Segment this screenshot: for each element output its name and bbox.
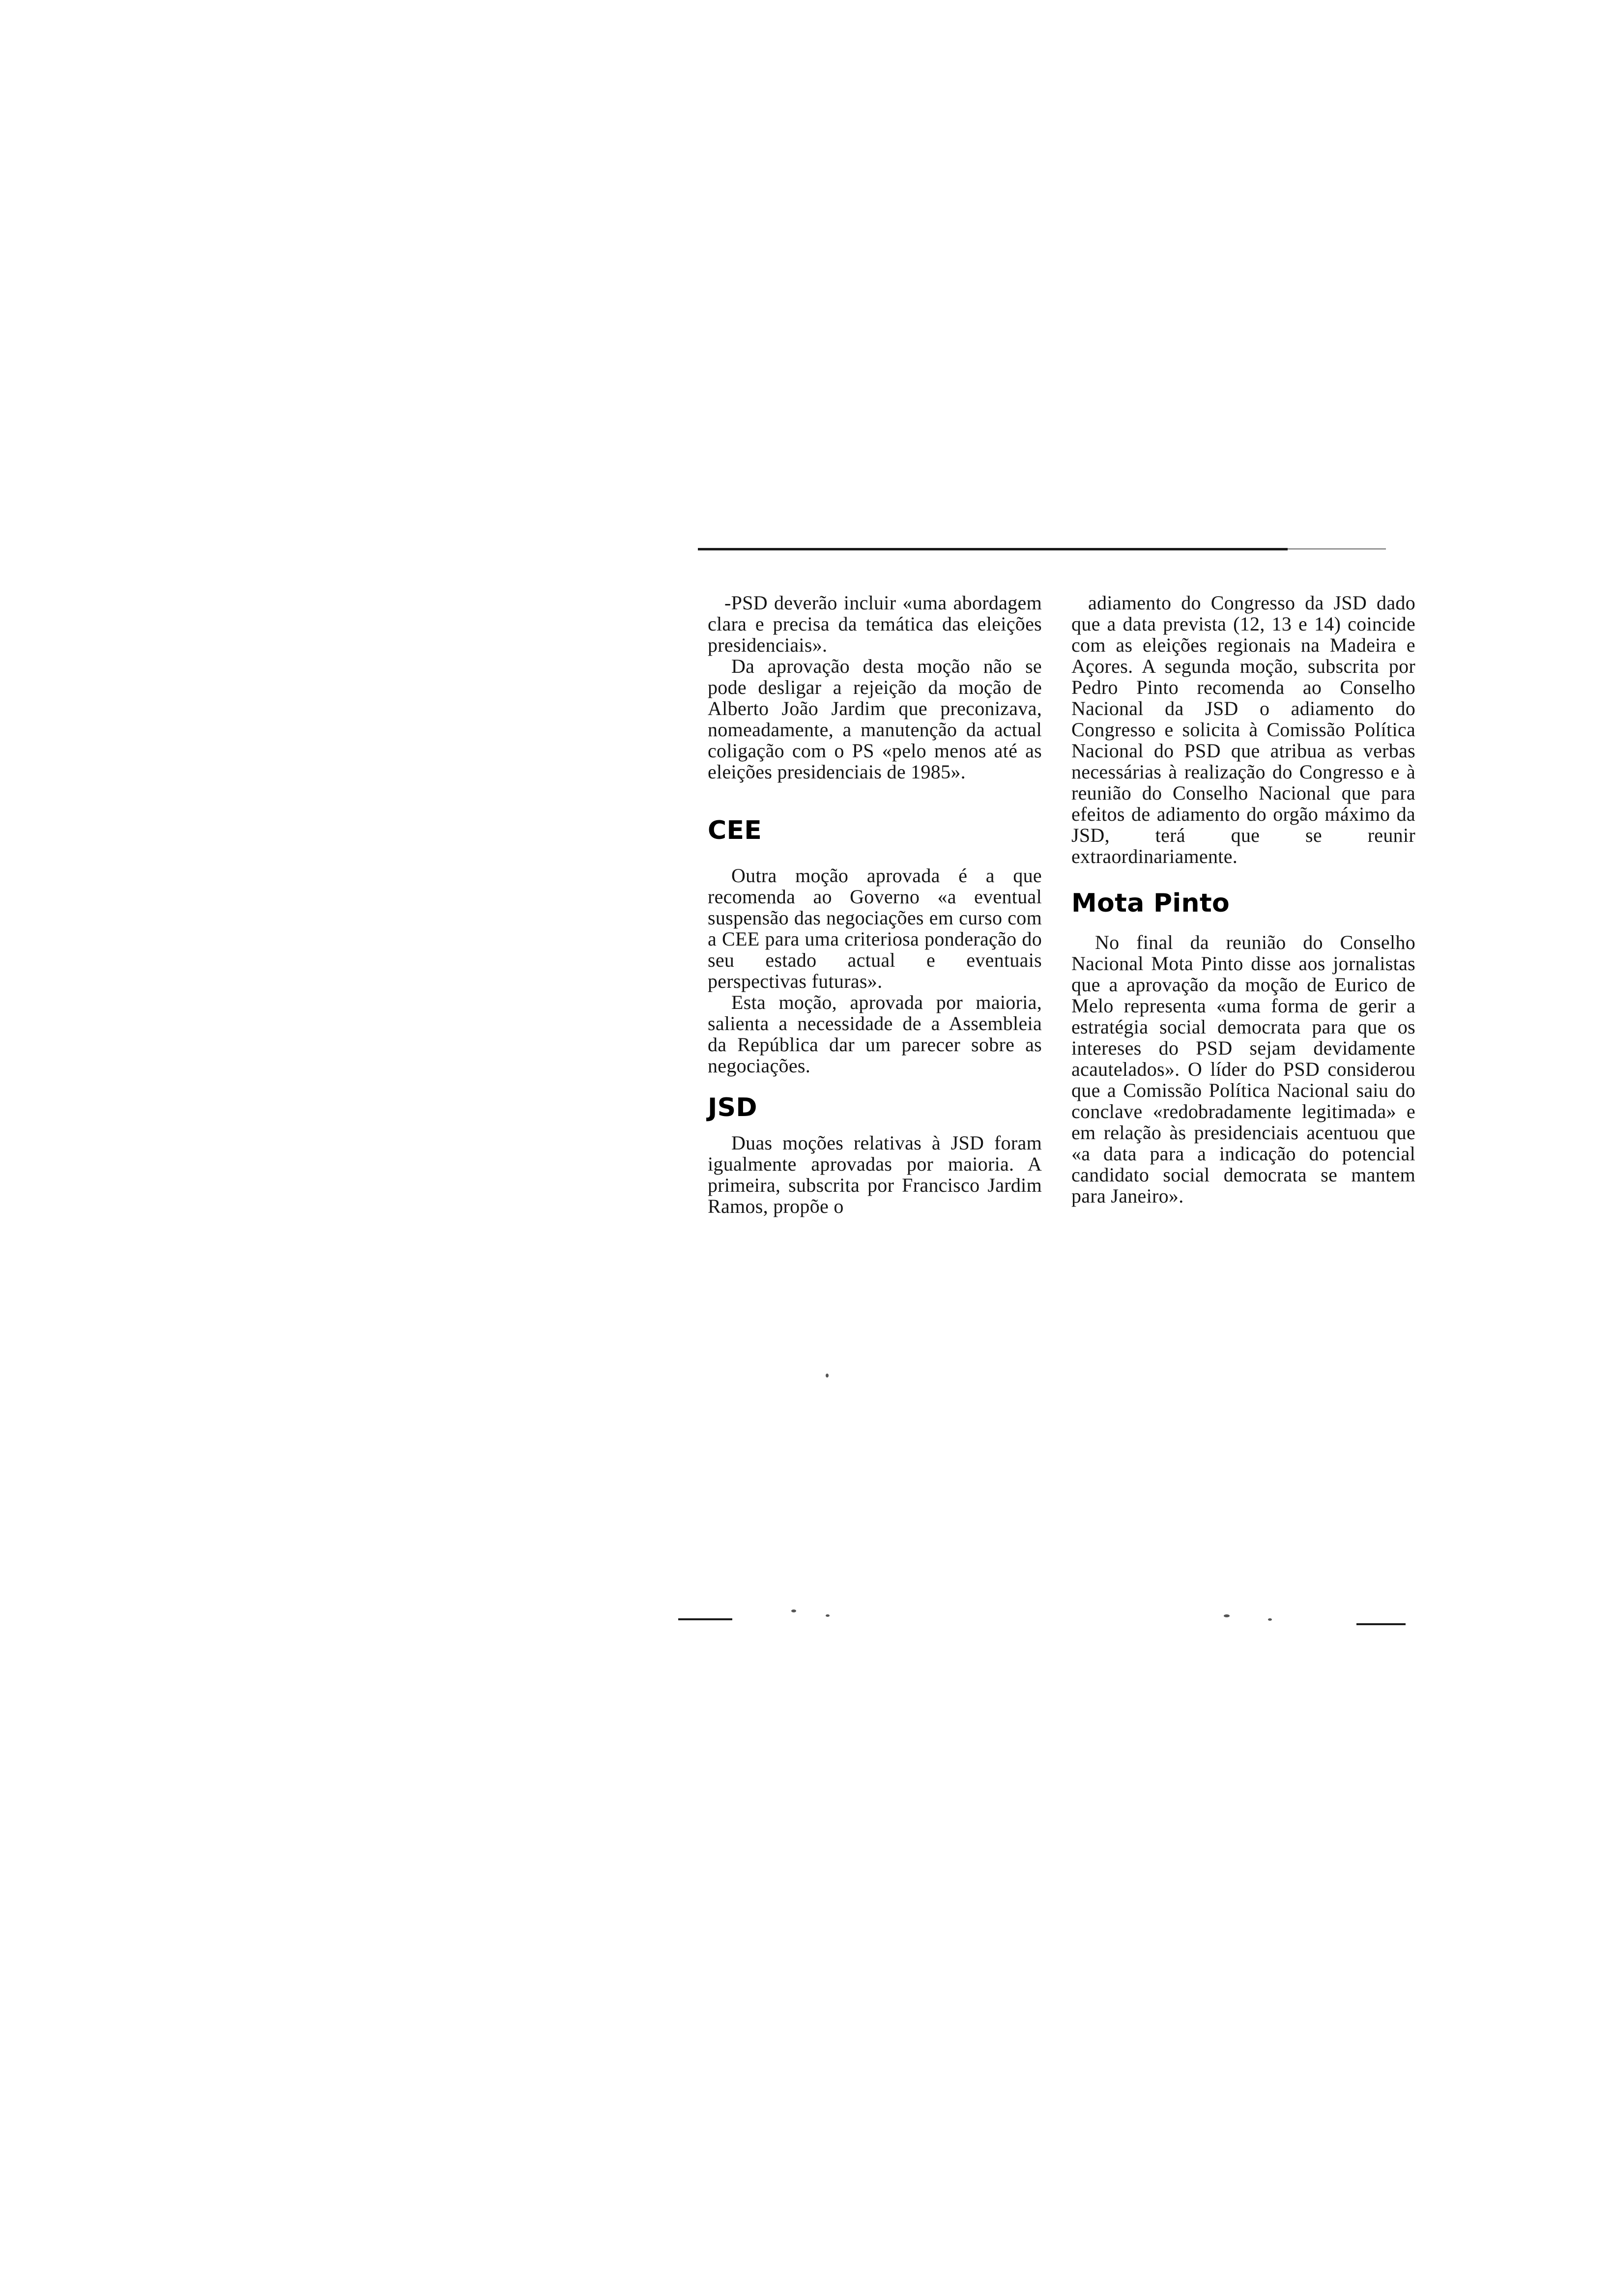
scan-speck	[826, 1614, 830, 1617]
scan-speck	[1224, 1614, 1230, 1617]
left-paragraph-2: Da aprovação desta moção não se pode desligar a rejeição da moção de Alberto João Jardim que preconizava, nomeadamente, a manutenção da actual coligação com o PS «pelo menos até as eleições presidenciais de 1985».	[708, 655, 1042, 783]
left-paragraph-5: Duas moções relativas à JSD foram igualmente aprovadas por maioria. A primeira, subscrita por Francisco Jardim Ramos, propõe o	[708, 1132, 1042, 1217]
right-paragraph-1: adiamento do Congresso da JSD dado que a data prevista (12, 13 e 14) coincide com as eleições regionais na Madeira e Açores. A segunda moção, subscrita por Pedro Pinto recomenda ao Conselho Nacional da JSD o adiamento do Congresso e solicita à Comissão Política Nacional do PSD que atribua as verbas necessárias à realização do Congresso e à reunião do Conselho Nacional que para efeitos de adiamento do orgão máximo da JSD, terá que se reunir extraordinariamente.	[1071, 592, 1415, 867]
heading-mota-pinto: Mota Pinto	[1071, 889, 1230, 918]
left-paragraph-4: Esta moção, aprovada por maioria, salienta a necessidade de a Assembleia da República dar um parecer sobre as negociações.	[708, 991, 1042, 1077]
right-column	[1071, 592, 1415, 1206]
newspaper-clipping	[678, 538, 1415, 1639]
bottom-rule-left	[678, 1618, 732, 1620]
scan-speck	[826, 1374, 829, 1378]
scan-speck	[1268, 1618, 1272, 1621]
top-rule-tail	[1288, 548, 1386, 549]
left-paragraph-1: -PSD deverão incluir «uma abordagem clara e precisa da temática das eleições presidenciais».	[708, 592, 1042, 656]
bottom-rule-right	[1356, 1623, 1406, 1625]
top-rule	[698, 548, 1288, 550]
scan-speck	[791, 1609, 796, 1612]
right-paragraph-2: No final da reunião do Conselho Nacional Mota Pinto disse aos jornalistas que a aprovação da moção de Eurico de Melo representa «uma forma de gerir a estratégia social democrata para que os intereses do PSD sejam devidamente acautelados». O líder do PSD considerou que a Comissão Política Nacional saiu do conclave «redobradamente legitimada» e em relação às presidenciais acentuou que «a data para a indicação do potencial candidato social democrata se mantem para Janeiro».	[1071, 931, 1415, 1207]
left-column	[708, 592, 1042, 1217]
left-paragraph-3: Outra moção aprovada é a que recomenda ao Governo «a eventual suspensão das negociações em curso com a CEE para uma criteriosa ponderação do seu estado actual e eventuais perspectivas futuras».	[708, 864, 1042, 992]
heading-jsd: JSD	[708, 1093, 757, 1122]
heading-cee: CEE	[708, 816, 762, 845]
